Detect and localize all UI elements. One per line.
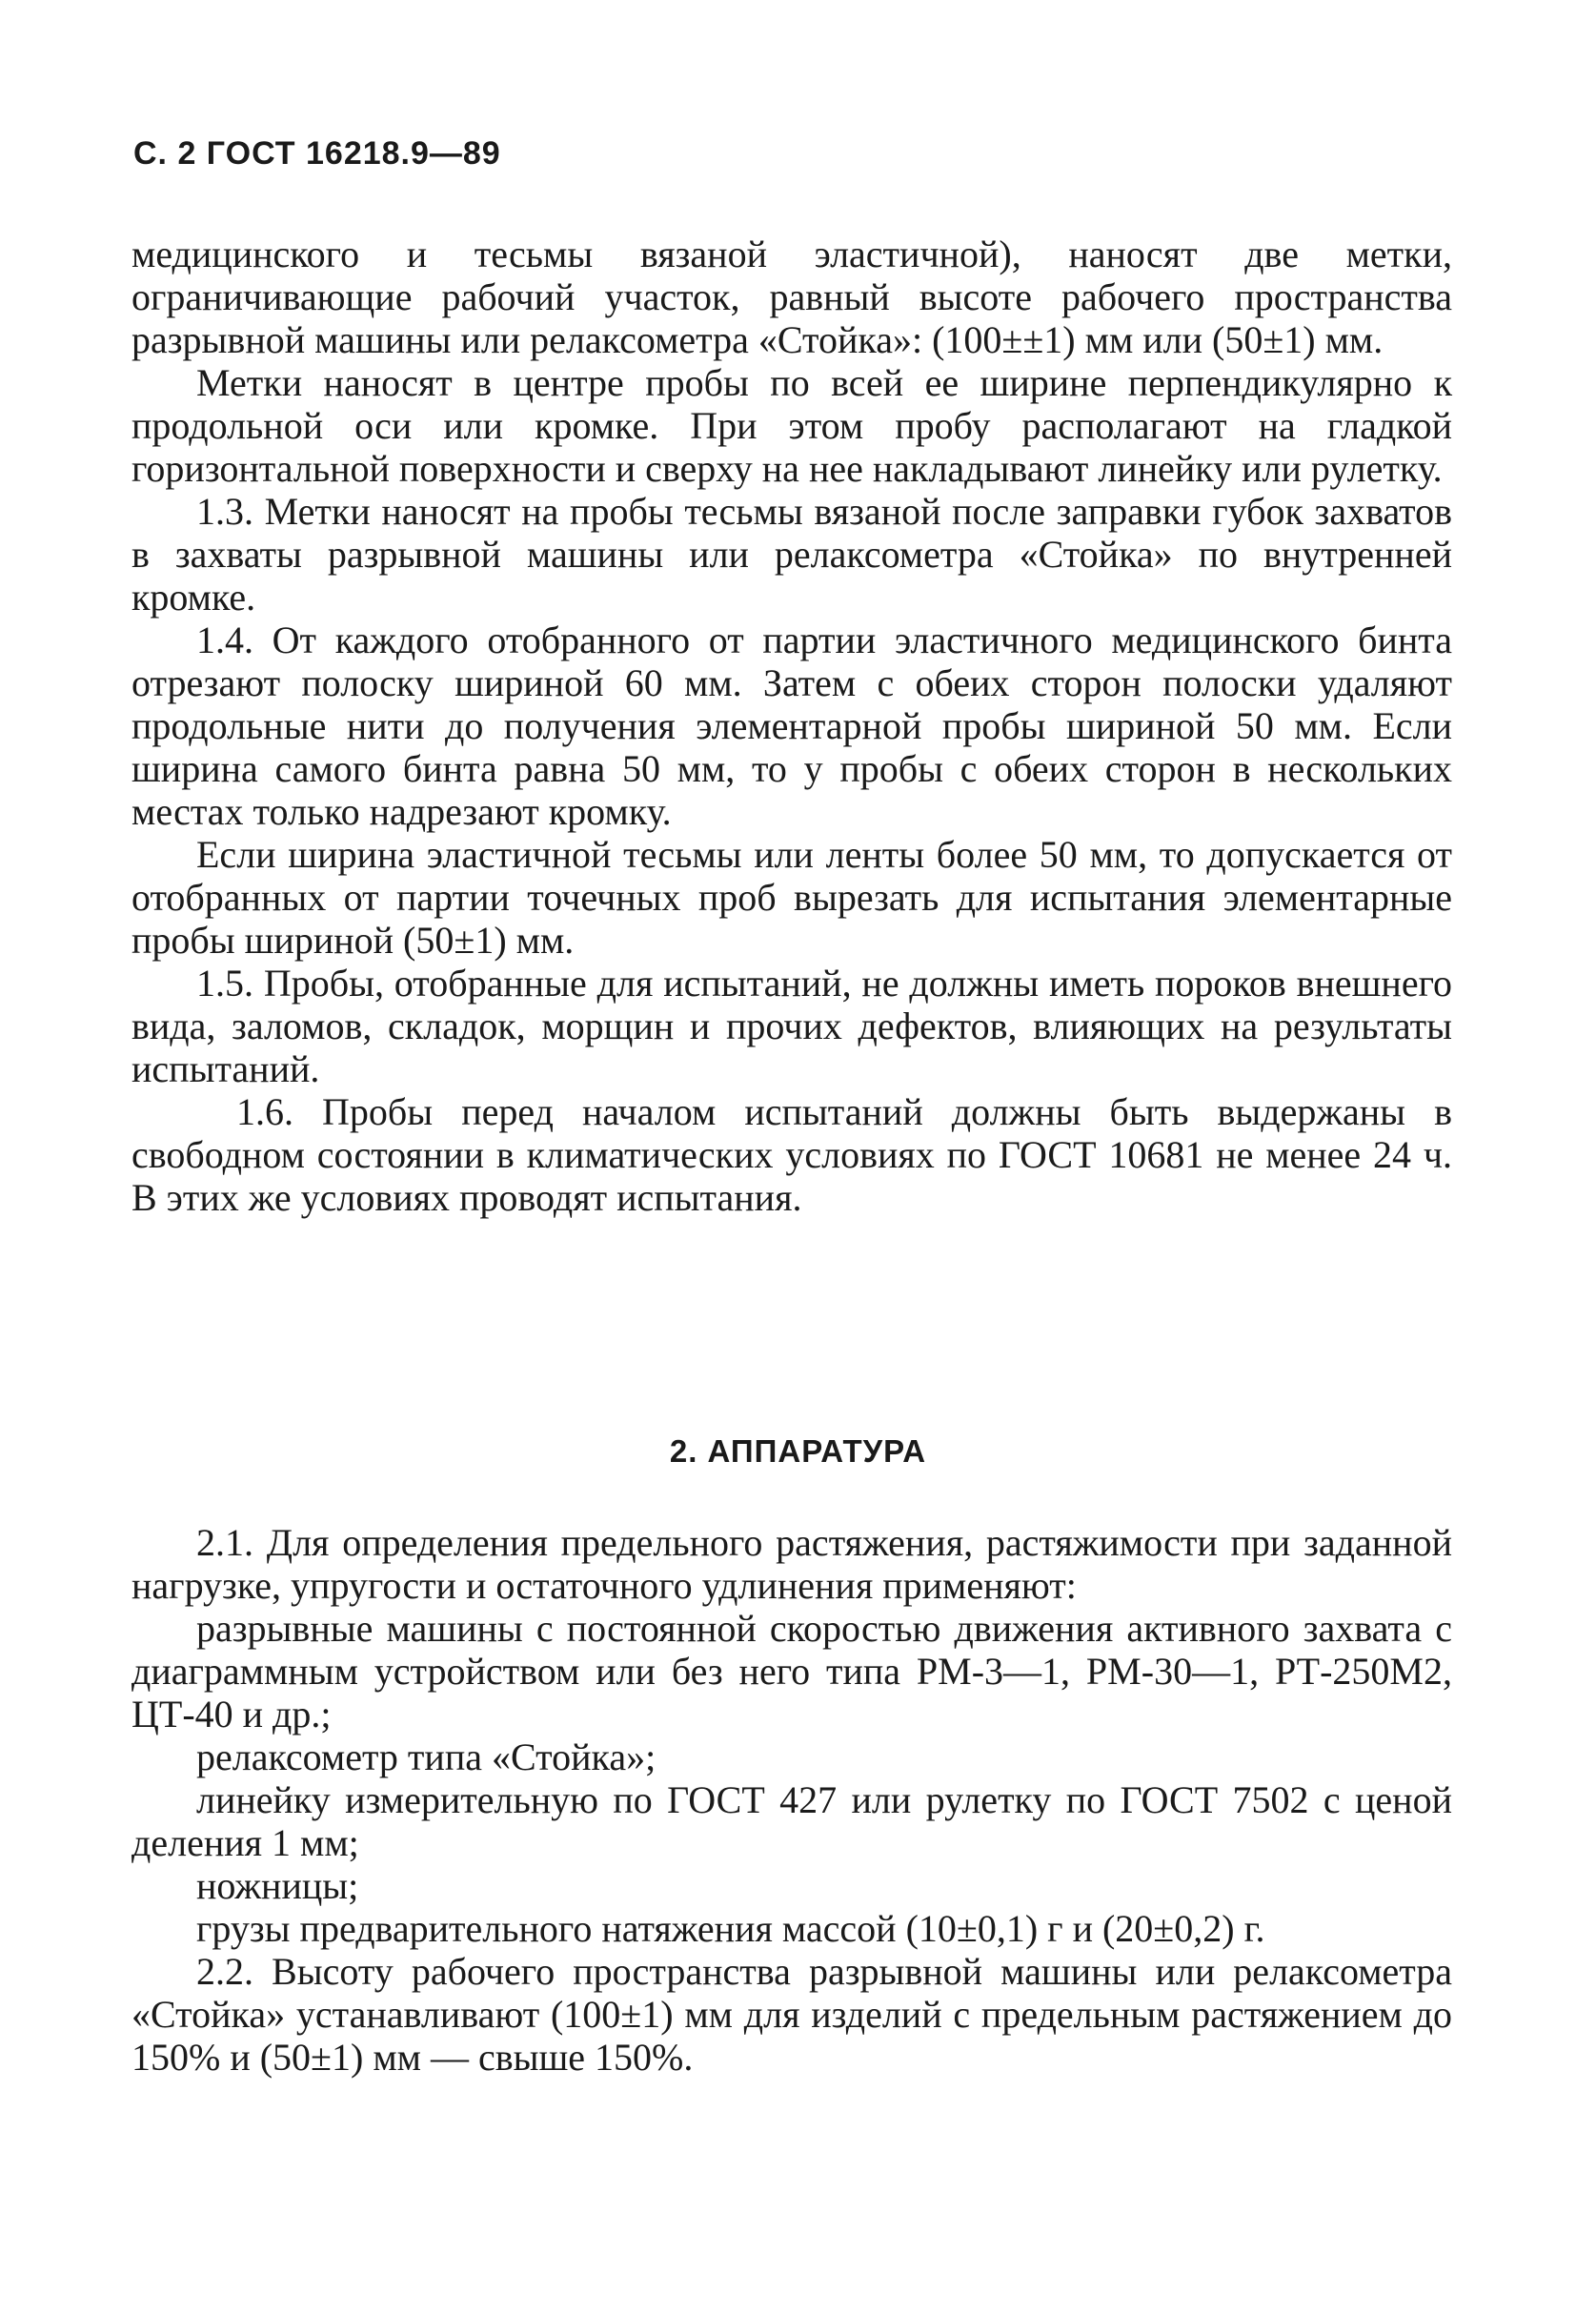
paragraph-1-5: 1.5. Пробы, отобранные для испытаний, не должны иметь пороков внешнего вида, заломов, складок, морщин и прочих дефектов, влияющих на результаты испытаний. [131,962,1452,1090]
running-header: С. 2 ГОСТ 16218.9—89 [133,135,501,172]
equipment-item-weights: грузы предварительного натяжения массой (10±0,1) г и (20±0,2) г. [196,1907,1265,1950]
section-2-body [131,1521,1452,2079]
paragraph-2-1: 2.1. Для определения предельного растяжения, растяжимости при заданной нагрузке, упругости и остаточного удлинения применяют: [131,1521,1452,1607]
section-2-heading: 2. АППАРАТУРА [669,1433,927,1469]
equipment-item-ruler: линейку измерительную по ГОСТ 427 или рулетку по ГОСТ 7502 с ценой деления 1 мм; [131,1778,1452,1864]
equipment-item-relaxometer: релаксометр типа «Стойка»; [196,1736,657,1778]
paragraph-marks-placement: Метки наносят в центре пробы по всей ее ширине перпендикулярно к продольной оси или кромке. При этом пробу располагают на гладкой горизонтальной поверхности и сверху на нее накладывают линейку или рулетку. [131,361,1452,490]
paragraph-tape-width: Если ширина эластичной тесьмы или ленты более 50 мм, то допускается от отобранных от партии точечных проб вырезать для испытания элементарные пробы шириной (50±1) мм. [131,833,1452,962]
paragraph-1-4: 1.4. От каждого отобранного от партии эластичного медицинского бинта отрезают полоску шириной 60 мм. Затем с обеих сторон полоски удаляют продольные нити до получения элементарной пробы шириной 50 мм. Если ширина самого бинта равна 50 мм, то у пробы с обеих сторон в нескольких местах только надрезают кромку. [131,619,1452,833]
paragraph-continuation: медицинского и тесьмы вязаной эластичной), наносят две метки, ограничивающие рабочий участок, равный высоте рабочего пространства разрывной машины или релаксометра «Стойка»: (100±±1) мм или (50±1) мм. [131,233,1452,361]
paragraph-1-6: 1.6. Пробы перед началом испытаний должны быть выдержаны в свободном состоянии в климатических условиях по ГОСТ 10681 не менее 24 ч. В этих же условиях проводят испытания. [131,1090,1452,1219]
paragraph-1-3: 1.3. Метки наносят на пробы тесьмы вязаной после заправки губок захватов в захваты разрывной машины или релаксометра «Стойка» по внутренней кромке. [131,490,1452,619]
paragraph-2-2: 2.2. Высоту рабочего пространства разрывной машины или релаксометра «Стойка» устанавливают (100±1) мм для изделий с предельным растяжением до 150% и (50±1) мм — свыше 150%. [131,1950,1452,2079]
section-1-body [131,233,1452,1219]
equipment-item-tensile-machines: разрывные машины с постоянной скоростью движения активного захвата с диаграммным устройством или без него типа РМ-3—1, РМ-30—1, РТ-250М2, ЦТ-40 и др.; [131,1607,1452,1736]
equipment-item-scissors: ножницы; [196,1864,359,1907]
